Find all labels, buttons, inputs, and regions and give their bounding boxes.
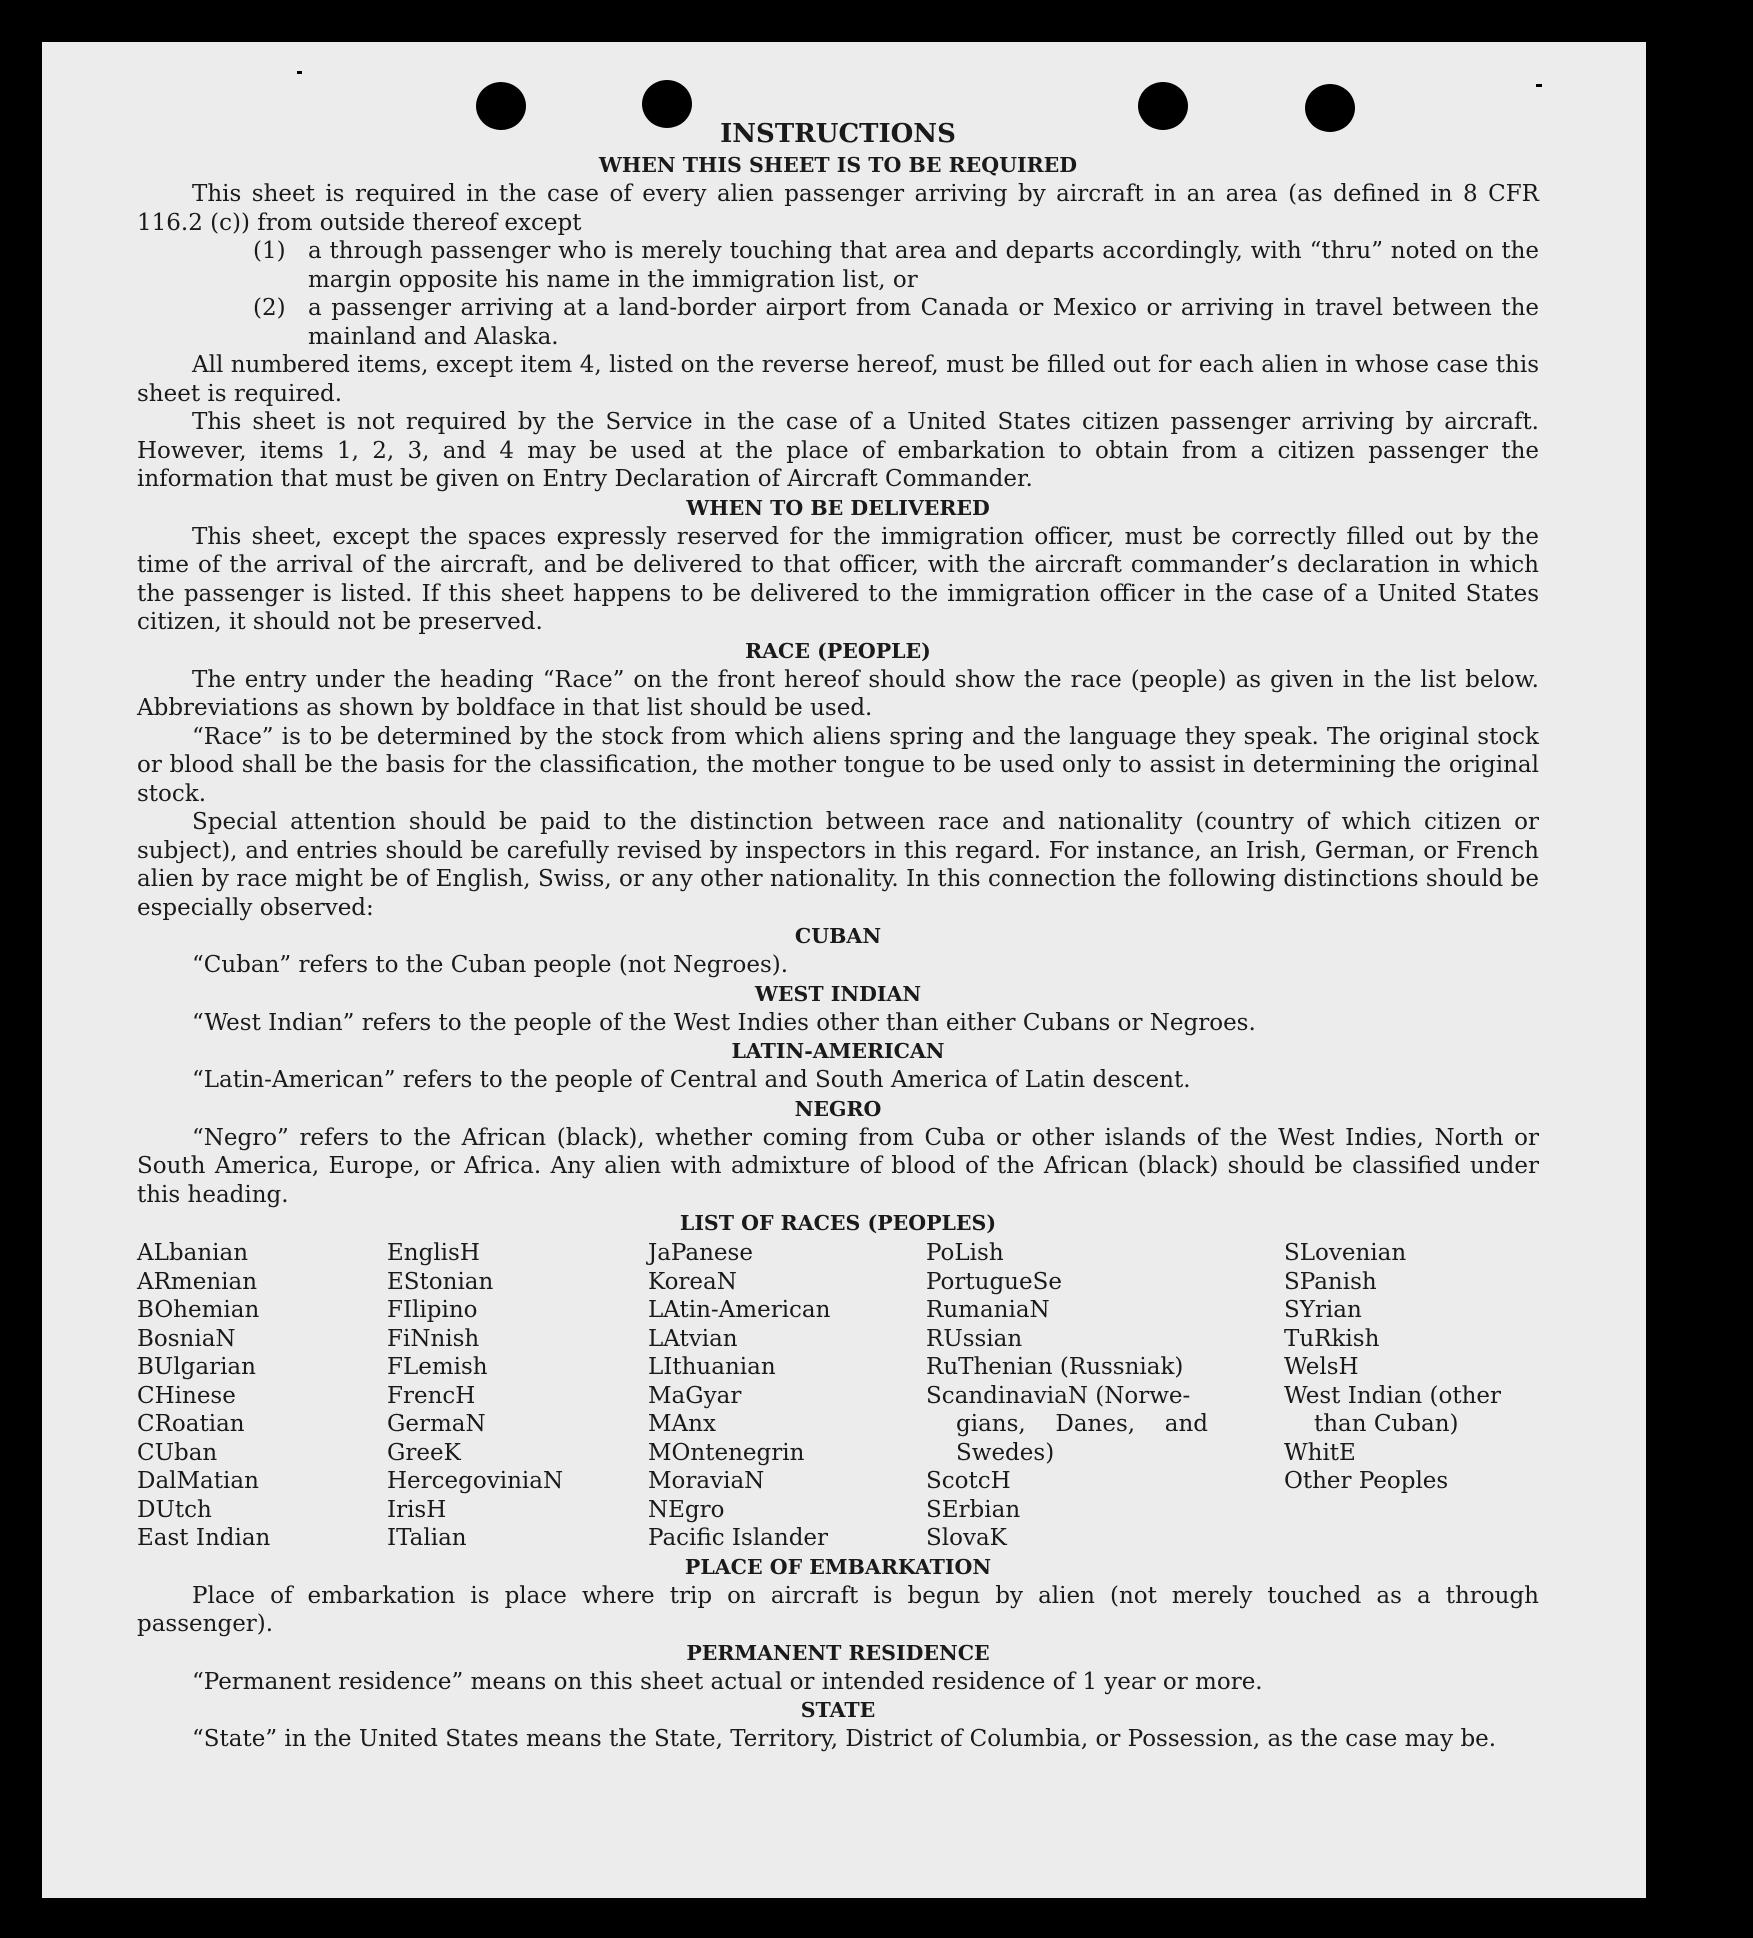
section-heading: WEST INDIAN	[754, 981, 922, 1006]
race-entry: CRoatian	[137, 1411, 245, 1437]
paragraph: The entry under the heading “Race” on the front hereof should show the race (people) as given in the list below. Abbreviations as shown by boldface in that list should be used.	[137, 666, 1539, 721]
race-entry: East Indian	[137, 1525, 271, 1551]
race-entry: WelsH	[1284, 1354, 1359, 1380]
race-entry: FIlipino	[387, 1297, 478, 1323]
race-entry: West Indian (other	[1284, 1382, 1502, 1409]
race-entry: ALbanian	[137, 1240, 249, 1266]
document-page	[42, 42, 1646, 1898]
race-entry: GermaN	[387, 1411, 486, 1437]
list-item	[253, 294, 1539, 351]
races-column	[926, 1239, 1284, 1553]
race-entry: EnglisH	[387, 1240, 480, 1266]
list-item	[253, 237, 1539, 294]
paragraph: Special attention should be paid to the distinction between race and nationality (country of which citizen or subject), and entries should be carefully revised by inspectors in this regard. For instance, an Irish, German, or French alien by race might be of English, Swiss, or any other nationality. In this connection the following distinctions should be especially observed:	[137, 809, 1539, 921]
race-entry: SErbian	[926, 1496, 1021, 1523]
race-entry: NEgro	[648, 1496, 725, 1523]
race-entry: SYrian	[1284, 1297, 1362, 1323]
section-heading: LIST OF RACES (PEOPLES)	[679, 1211, 997, 1235]
races-list	[137, 1239, 1539, 1553]
race-entry: gians, Danes, and	[956, 1411, 1208, 1437]
section-heading: WHEN THIS SHEET IS TO BE REQUIRED	[598, 153, 1078, 177]
paragraph: “Race” is to be determined by the stock from which aliens spring and the language they speak. The original stock or blood shall be the basis for the classification, the mother tongue to be used only to assist in determining the original stock.	[137, 723, 1539, 807]
section-heading: PLACE OF EMBARKATION	[684, 1554, 992, 1579]
paragraph: “Latin-American” refers to the people of Central and South America of Latin descent.	[192, 1067, 1191, 1093]
race-entry: DalMatian	[137, 1468, 259, 1494]
race-entry: MOntenegrin	[648, 1439, 805, 1466]
item-number: (1)	[253, 238, 286, 264]
race-entry: BosniaN	[137, 1325, 236, 1352]
race-entry: HercegoviniaN	[387, 1468, 564, 1494]
paragraph: This sheet, except the spaces expressly reserved for the immigration officer, must be correctly filled out by the time of the arrival of the aircraft, and be delivered to that officer, with the aircraft commander’s declaration in which the passenger is listed. If this sheet happens to be delivered to the immigration officer in the case of a United States citizen, it should not be preserved.	[137, 523, 1539, 635]
races-column	[1284, 1239, 1539, 1553]
scan-speck	[297, 71, 302, 74]
race-entry: IrisH	[387, 1496, 447, 1523]
paragraph: All numbered items, except item 4, listed on the reverse hereof, must be filled out for each alien in whose case this sheet is required.	[137, 352, 1539, 407]
race-entry: MoraviaN	[648, 1468, 765, 1494]
paragraph: “Negro” refers to the African (black), whether coming from Cuba or other islands of the West Indies, North or South America, Europe, or Africa. Any alien with admixture of blood of the African (black) should be classified under this heading.	[137, 1124, 1539, 1208]
race-entry: FLemish	[387, 1354, 488, 1380]
section-heading: RACE (PEOPLE)	[745, 638, 931, 663]
paragraph: “West Indian” refers to the people of the West Indies other than either Cubans or Negroes.	[192, 1009, 1256, 1036]
scan-line	[1704, 516, 1723, 584]
race-entry: SlovaK	[926, 1525, 1007, 1551]
races-column	[648, 1239, 926, 1553]
race-entry: SLovenian	[1284, 1240, 1407, 1266]
races-column	[387, 1239, 648, 1553]
race-entry: Pacific Islander	[648, 1525, 829, 1551]
page-title: INSTRUCTIONS	[720, 119, 956, 149]
race-entry: CUban	[137, 1439, 218, 1466]
race-entry: DUtch	[137, 1496, 212, 1523]
race-entry: TuRkish	[1284, 1325, 1380, 1352]
races-column	[137, 1239, 387, 1553]
race-entry: LIthuanian	[648, 1354, 776, 1380]
race-entry: GreeK	[387, 1439, 461, 1466]
race-entry: Other Peoples	[1284, 1468, 1449, 1494]
section-heading: LATIN-AMERICAN	[731, 1039, 945, 1063]
race-entry: RumaniaN	[926, 1297, 1050, 1323]
instructions-text	[137, 117, 1539, 1754]
paragraph: “Permanent residence” means on this sheet actual or intended residence of 1 year or more.	[192, 1668, 1263, 1695]
section-heading: WHEN TO BE DELIVERED	[686, 495, 990, 520]
race-entry: FiNnish	[387, 1325, 480, 1352]
race-entry: ScandinaviaN (Norwe-	[926, 1382, 1191, 1409]
race-entry: RuThenian (Russniak)	[926, 1354, 1184, 1380]
race-entry: LAtin-American	[648, 1297, 831, 1323]
race-entry: ITalian	[387, 1525, 467, 1551]
paragraph: “State” in the United States means the State, Territory, District of Columbia, or Possession, as the case may be.	[192, 1726, 1497, 1752]
race-entry: KoreaN	[648, 1268, 737, 1295]
race-entry: BUlgarian	[137, 1354, 256, 1380]
race-entry: PoLish	[926, 1240, 1004, 1266]
paragraph: Place of embarkation is place where trip on aircraft is begun by alien (not merely touched as a through passenger).	[137, 1582, 1539, 1637]
race-entry: ScotcH	[926, 1468, 1011, 1494]
item-text: a passenger arriving at a land-border airport from Canada or Mexico or arriving in travel between the mainland and Alaska.	[308, 295, 1539, 350]
race-entry: MAnx	[648, 1411, 716, 1437]
item-text: a through passenger who is merely touching that area and departs accordingly, with “thru” noted on the margin opposite his name in the immigration list, or	[308, 238, 1539, 293]
race-entry: SPanish	[1284, 1268, 1377, 1295]
section-heading: CUBAN	[794, 924, 882, 948]
section-heading: PERMANENT RESIDENCE	[686, 1640, 990, 1665]
section-heading: NEGRO	[794, 1096, 882, 1121]
paragraph: This sheet is not required by the Service in the case of a United States citizen passenger arriving by aircraft. However, items 1, 2, 3, and 4 may be used at the place of embarkation to obtain from a citizen passenger the information that must be given on Entry Declaration of Aircraft Commander.	[137, 409, 1539, 492]
race-entry: MaGyar	[648, 1382, 742, 1409]
paragraph: This sheet is required in the case of every alien passenger arriving by aircraft in an area (as defined in 8 CFR 116.2 (c)) from outside thereof except	[137, 181, 1539, 236]
race-entry: EStonian	[387, 1268, 494, 1295]
race-entry: than Cuban)	[1314, 1411, 1459, 1437]
race-entry: Swedes)	[956, 1439, 1055, 1466]
race-entry: BOhemian	[137, 1297, 260, 1323]
paragraph: “Cuban” refers to the Cuban people (not Negroes).	[192, 952, 789, 978]
race-entry: FrencH	[387, 1382, 476, 1409]
race-entry: LAtvian	[648, 1325, 738, 1352]
race-entry: WhitE	[1284, 1439, 1356, 1466]
race-entry: RUssian	[926, 1325, 1023, 1352]
scan-speck	[1536, 84, 1542, 87]
race-entry: PortugueSe	[926, 1268, 1062, 1295]
race-entry: JaPanese	[648, 1240, 753, 1266]
item-number: (2)	[253, 295, 286, 321]
section-heading: STATE	[800, 1698, 876, 1722]
race-entry: ARmenian	[137, 1268, 258, 1295]
race-entry: CHinese	[137, 1382, 236, 1409]
